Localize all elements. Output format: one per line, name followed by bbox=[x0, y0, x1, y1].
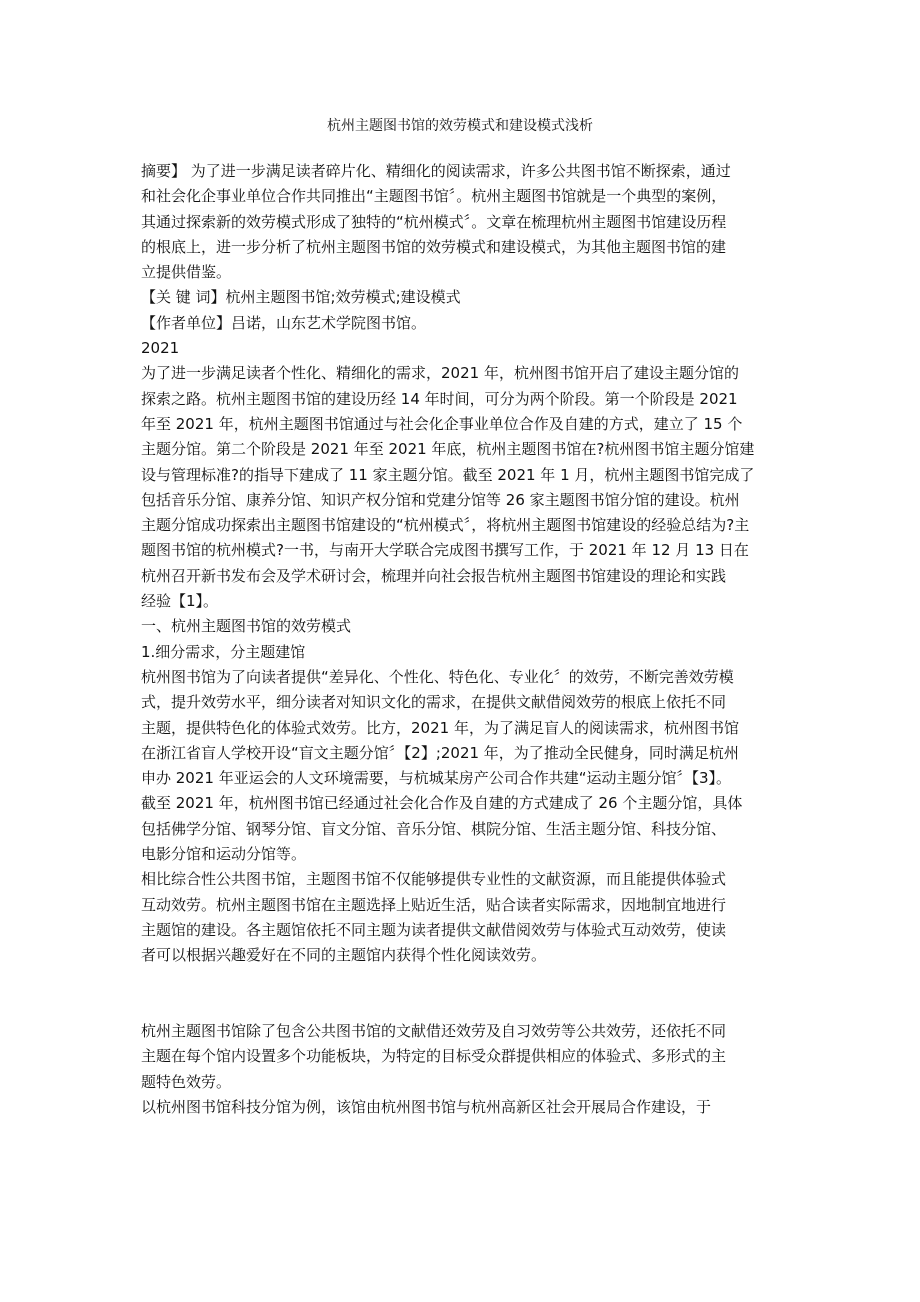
text-line: 的根底上，进一步分析了杭州主题图书馆的效劳模式和建设模式，为其他主题图书馆的建 bbox=[141, 237, 727, 256]
text-line: 者可以根据兴趣爱好在不同的主题馆内获得个性化阅读效劳。 bbox=[141, 946, 547, 965]
text-line: 题特色效劳。 bbox=[141, 1072, 232, 1091]
text-line: 电影分馆和运动分馆等。 bbox=[141, 845, 307, 864]
text-line: 立提供借鉴。 bbox=[141, 263, 232, 282]
text-line: 题图书馆的杭州模式?一书，与南开大学联合完成图书撰写工作，于 2021 年 12 月 13 日在 bbox=[141, 541, 749, 560]
paragraph-gap bbox=[141, 969, 811, 1020]
text-line: 摘要】 为了进一步满足读者碎片化、精细化的阅读需求，许多公共图书馆不断探索，通过 bbox=[141, 162, 731, 180]
text-line: 2021 bbox=[141, 339, 180, 358]
text-line: 主题分馆。第二个阶段是 2021 年至 2021 年底，杭州主题图书馆在?杭州图书馆主题分馆建 bbox=[141, 440, 755, 459]
text-line: 主题，提供特色化的体验式效劳。比方，2021 年，为了满足盲人的阅读需求，杭州图书馆 bbox=[141, 718, 739, 737]
text-line: 包括音乐分馆、康养分馆、知识产权分馆和党建分馆等 26 家主题图书馆分馆的建设。杭州 bbox=[141, 490, 740, 509]
text-line: 为了进一步满足读者个性化、精细化的需求，2021 年，杭州图书馆开启了建设主题分馆的 bbox=[141, 364, 739, 383]
text-line: 一、杭州主题图书馆的效劳模式 bbox=[141, 617, 352, 636]
text-line: 1.细分需求，分主题建馆 bbox=[141, 642, 306, 661]
text-line: 其通过探索新的效劳模式形成了独特的“杭州模式〞。文章在梳理杭州主题图书馆建设历程 bbox=[141, 212, 727, 231]
text-line: 杭州召开新书发布会及学术研讨会，梳理并向社会报告杭州主题图书馆建设的理论和实践 bbox=[141, 566, 727, 585]
text-line: 【作者单位】吕诺，山东艺术学院图书馆。 bbox=[141, 313, 427, 332]
text-line: 申办 2021 年亚运会的人文环境需要，与杭城某房产公司合作共建“运动主题分馆〞【3】。 bbox=[141, 769, 732, 788]
text-line: 主题分馆成功探索出主题图书馆建设的“杭州模式〞，将杭州主题图书馆建设的经验总结为?主 bbox=[141, 516, 750, 535]
text-line: 和社会化企事业单位合作共同推出“主题图书馆〞。杭州主题图书馆就是一个典型的案例， bbox=[141, 187, 727, 206]
text-line: 杭州图书馆为了向读者提供“差异化、个性化、特色化、专业化〞的效劳，不断完善效劳模 bbox=[141, 667, 734, 686]
text-line: 式，提升效劳水平，细分读者对知识文化的需求，在提供文献借阅效劳的根底上依托不同 bbox=[141, 693, 727, 712]
text-line: 【关 键 词】杭州主题图书馆;效劳模式;建设模式 bbox=[141, 288, 461, 307]
text-line: 年至 2021 年，杭州主题图书馆通过与社会化企事业单位合作及自建的方式，建立了 15 个 bbox=[141, 414, 743, 433]
text-line: 设与管理标准?的指导下建成了 11 家主题分馆。截至 2021 年 1 月，杭州主题图书馆完成了 bbox=[141, 465, 755, 484]
text-line: 包括佛学分馆、钢琴分馆、盲文分馆、音乐分馆、棋院分馆、生活主题分馆、科技分馆、 bbox=[141, 819, 727, 838]
text-line: 截至 2021 年，杭州图书馆已经通过社会化合作及自建的方式建成了 26 个主题分馆，具体 bbox=[141, 794, 743, 813]
text-line: 以杭州图书馆科技分馆为例，该馆由杭州图书馆与杭州高新区社会开展局合作建设，于 bbox=[141, 1097, 712, 1116]
text-line: 经验【1】。 bbox=[141, 592, 219, 611]
text-line: 互动效劳。杭州主题图书馆在主题选择上贴近生活，贴合读者实际需求，因地制宜地进行 bbox=[141, 895, 727, 914]
text-line: 主题馆的建设。各主题馆依托不同主题为读者提供文献借阅效劳与体验式互动效劳，使读 bbox=[141, 920, 727, 939]
text-line: 主题在每个馆内设置多个功能板块，为特定的目标受众群提供相应的体验式、多形式的主 bbox=[141, 1047, 727, 1066]
text-line: 探索之路。杭州主题图书馆的建设历经 14 年时间，可分为两个阶段。第一个阶段是 2021 bbox=[141, 389, 738, 408]
text-line: 相比综合性公共图书馆，主题图书馆不仅能够提供专业性的文献资源，而且能提供体验式 bbox=[141, 870, 727, 889]
document-body bbox=[141, 159, 811, 1120]
document-title: 杭州主题图书馆的效劳模式和建设模式浅析 bbox=[327, 118, 593, 134]
text-line: 在浙江省盲人学校开设“盲文主题分馆〞【2】;2021 年，为了推动全民健身，同时满足杭州 bbox=[141, 743, 739, 762]
text-line: 杭州主题图书馆除了包含公共图书馆的文献借还效劳及自习效劳等公共效劳，还依托不同 bbox=[141, 1022, 727, 1041]
